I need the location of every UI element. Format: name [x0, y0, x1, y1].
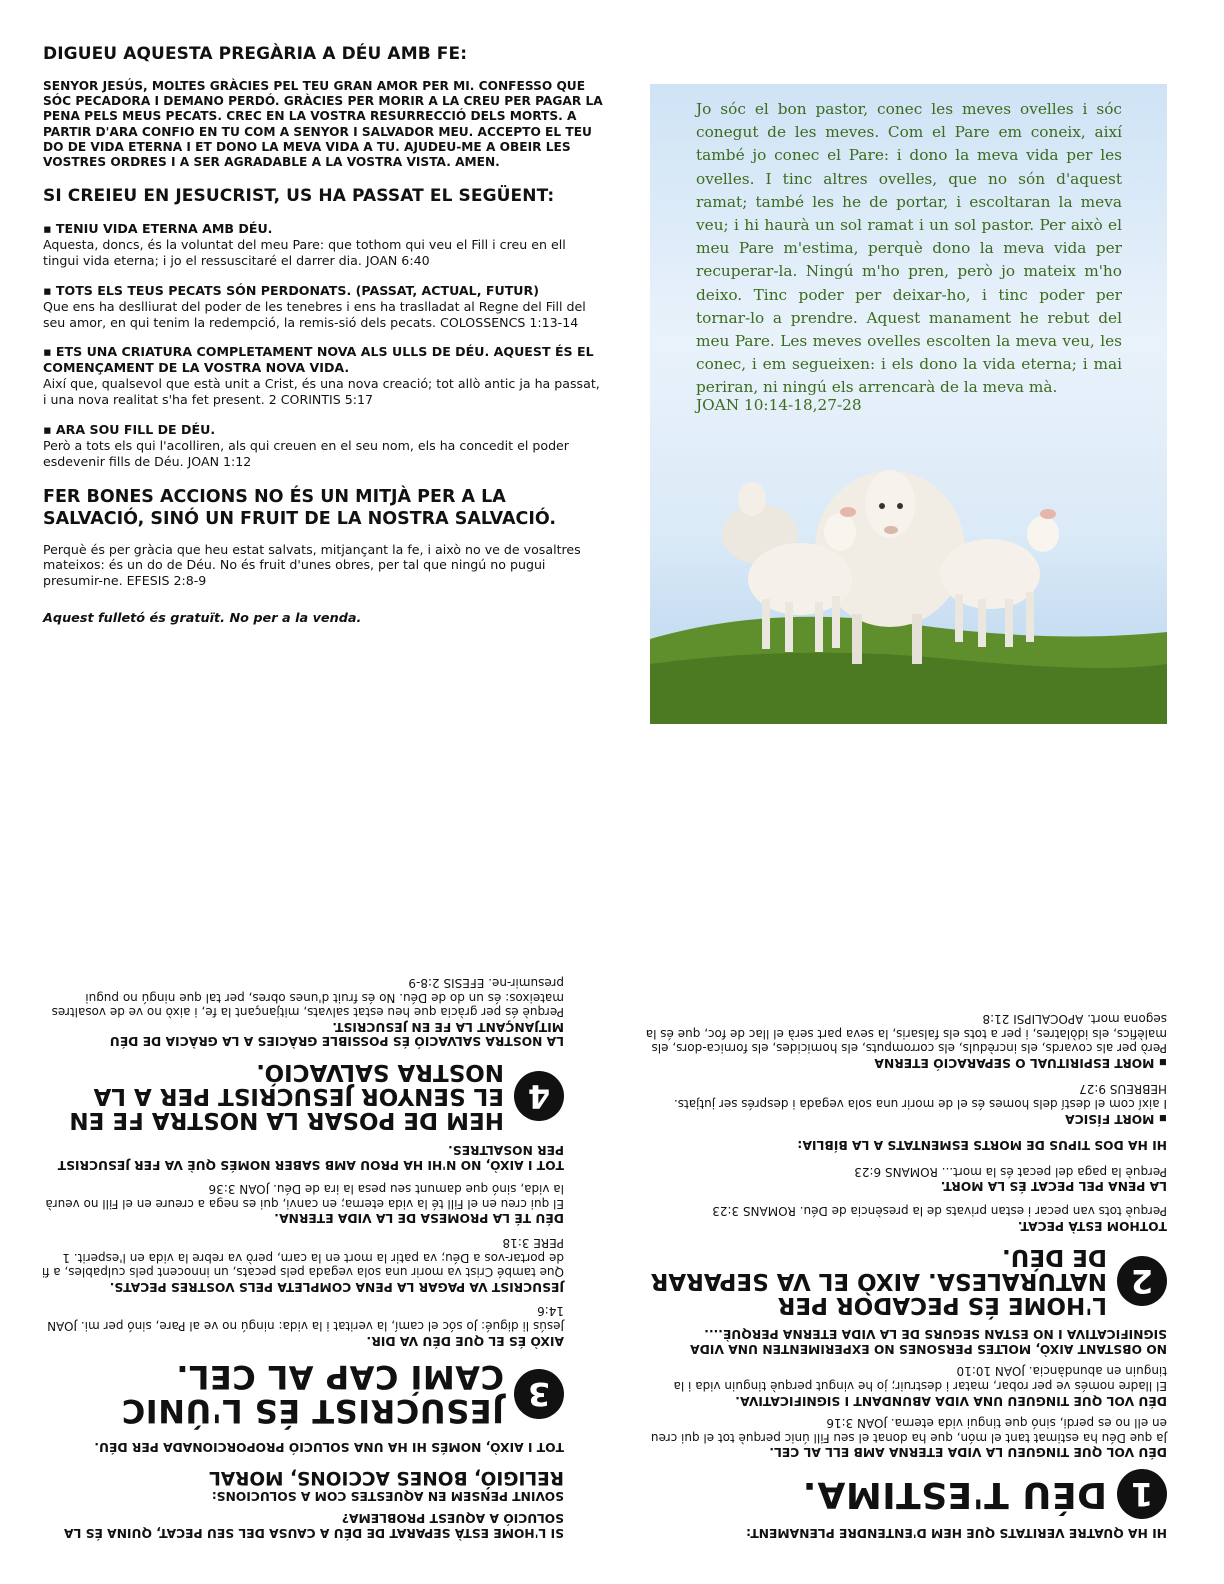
- believe-item-body: Però a tots els qui l'acolliren, als qui creuen en el seu nom, els ha concedit el poder esdevenir fills de Déu. JOAN 1:12: [43, 438, 569, 469]
- point-title: TOT I AIXÒ, NO N'HI HA PROU AMB SABER NOMÉS QUÈ VA FER JESUCRIST PER NOSALTRES.: [57, 1143, 564, 1172]
- believe-item-body: Així que, qualsevol que està unit a Crist, és una nova creació; tot allò antic ja ha passat, i una nova realitat s'ha fet present. 2 CORINTIS 5:17: [43, 376, 600, 408]
- point-body: Ja que Déu ha estimat tant el món, que ha donat el seu Fill únic perquè tot el qui creu en ell no es perdi, sinó que tingui vida eterna. JOAN 3:16: [650, 1416, 1167, 1445]
- believe-item-title: ▪ ETS UNA CRIATURA COMPLETAMENT NOVA ALS ULLS DE DÉU. AQUEST ÉS EL COMENÇAMENT DE LA VOSTRA NOVA VIDA.: [43, 344, 594, 376]
- believe-item-body: Aquesta, doncs, és la voluntat del meu Pare: que tothom qui veu el Fill i creu en ell tingui vida eterna; i jo el ressuscitaré el darrer dia. JOAN 6:40: [43, 237, 566, 269]
- solution-note: TOT I AIXÒ, NOMÉS HI HA UNA SOLUCIÓ PROPORCIONADA PER DÉU.: [94, 1440, 564, 1455]
- step-4-number: 4: [514, 1072, 564, 1122]
- step-4: [36, 1061, 564, 1133]
- point-title: ▪ MORT FÍSICA: [1065, 1111, 1167, 1126]
- point-body: Però per als covards, els incrèduls, els corromputs, els homicides, els fornica-dors, els malèfics, els idòlatres, i per a tots els falsaris, la seva part serà el llac de foc, que és la segona mort. APOCALIPSI 21:8: [645, 1012, 1167, 1056]
- point-body: Perquè és per gràcia que heu estat salvats, mitjançant la fe, i això no ve de vosaltres mateixos: és un do de Déu. No és fruit d'unes obres, per tal que ningú no pugui presumir-ne. EFESIS 2:8-9: [51, 976, 564, 1020]
- point-body: Que també Crist va morir una sola vegada pels pecats, un innocent pels culpables, a fi de portar-vos a Déu; va patir la mort en la carn, però va rebre la vida en l'esperit. 1 PERE 3:18: [41, 1236, 564, 1280]
- point-body: Jesús li digué: Jo sóc el camí, la veritat i la vida: ningú no ve al Pare, sinó per mi. JOAN 14:6: [47, 1304, 564, 1334]
- step-1: [639, 1469, 1167, 1519]
- bottom-rotated-panel: [0, 792, 1224, 1584]
- step-1-title: DÉU T'ESTIMA.: [802, 1474, 1107, 1516]
- point-title: AIXÒ ÉS EL QUE DÉU VA DIR.: [366, 1333, 564, 1348]
- top-left-panel: [43, 44, 603, 639]
- step-3-number: 3: [514, 1369, 564, 1419]
- point-title: NO OBSTANT AIXÒ, MOLTES PERSONES NO EXPERIMENTEN UNA VIDA SIGNIFICATIVA I NO ESTAN SEGURS DE LA VIDA ETERNA PERQUÈ....: [690, 1327, 1167, 1356]
- step-4-title: HEM DE POSAR LA NOSTRA FE EN EL SENYOR JESUCRIST PER A LA NOSTRA SALVACIÓ.: [69, 1059, 504, 1134]
- believe-item: [43, 344, 603, 408]
- believe-item: [43, 221, 603, 269]
- truths-3-4-column: [36, 976, 564, 1540]
- bible-verse-reference: JOAN 10:14-18,27-28: [696, 396, 862, 414]
- prayer-heading: DIGUEU AQUESTA PREGÀRIA A DÉU AMB FE:: [43, 44, 468, 64]
- truths-1-2-column: [639, 1012, 1167, 1540]
- point-body: I així com el destí dels homes és el de morir una sola vegada i després ser jutjats. HEBREUS 9:27: [673, 1082, 1167, 1112]
- sheep-photo: [650, 84, 1167, 724]
- question-sub: SOVINT PENSEM EN AQUESTES COM A SOLUCIONS:: [211, 1488, 564, 1503]
- believe-item-title: ▪ ARA SOU FILL DE DÉU.: [43, 422, 216, 437]
- step-2: [639, 1245, 1167, 1317]
- intro-text: HI HA QUATRE VERITATS QUE HEM D'ENTENDRE PLENAMENT:: [746, 1526, 1167, 1540]
- believe-item: [43, 422, 603, 470]
- prayer-text: SENYOR JESÚS, MOLTES GRÀCIES PEL TEU GRAN AMOR PER MI. CONFESSO QUE SÓC PECADORA I DEMANO PERDÓ. GRÀCIES PER MORIR A LA CREU PER PAGAR LA PENA PELS MEUS PECATS. CREC EN LA VOSTRA RESURRECCIÓ DELS MORTS. A PARTIR D'ARA CONFIO EN TU COM A SENYOR I SALVADOR MEU. ACCEPTO EL TEU DO DE VIDA ETERNA I ET DONO LA MEVA VIDA A TU. AJUDEU-ME A OBEIR LES VOSTRES ORDRES I A SER AGRADABLE A LA VOSTRA VISTA. AMEN.: [43, 79, 603, 170]
- point-title: HI HA DOS TIPUS DE MORTS ESMENTATS A LA BÍBLIA:: [797, 1138, 1167, 1153]
- step-3-title: JESUCRIST ÉS L'ÚNIC CAMÍ CAP AL CEL.: [121, 1357, 504, 1430]
- solutions-list: RELIGIÓ, BONES ACCIONS, MORAL: [209, 1467, 564, 1489]
- believe-heading: SI CREIEU EN JESUCRIST, US HA PASSAT EL SEGÜENT:: [43, 186, 555, 207]
- question-title: SI L'HOME ESTÀ SEPARAT DE DÉU A CAUSA DEL SEU PECAT, QUINA ÉS LA SOLUCIÓ A AQUEST PROBLEMA?: [63, 1511, 564, 1540]
- point-title: TOTHOM ESTÀ PECAT.: [1017, 1218, 1167, 1233]
- free-note: Aquest fulletó és gratuït. No per a la venda.: [43, 610, 362, 626]
- believe-item-title: ▪ TOTS ELS TEUS PECATS SÓN PERDONATS. (PASSAT, ACTUAL, FUTUR): [43, 282, 539, 298]
- point-title: LA PENA PEL PECAT ÉS LA MORT.: [940, 1179, 1167, 1194]
- bible-verse: Jo sóc el bon pastor, conec les meves ovelles i sóc conegut de les meves. Com el Pare em coneix, així també jo conec el Pare: i dono la meva vida per les ovelles. I tinc altres ovelles, que no són d'aquest ramat; també les he de portar, i escoltaran la meva veu; i hi haurà un sol ramat i un sol pastor. Per això el meu Pare m'estima, perquè dono la meva vida per recuperar-la. Ningú m'ho pren, però jo mateix m'ho deixo. Tinc poder per deixar-ho, i tinc poder per tornar-lo a prendre. Aquest manament he rebut del meu Pare. Les meves ovelles escolten la meva veu, les conec, i em segueixen: i els dono la vida eterna; i mai periran, ni ningú els arrencarà de la meva mà.: [696, 100, 1122, 397]
- point-body: Perquè tots van pecar i estan privats de la presència de Déu. ROMANS 3:23: [712, 1204, 1167, 1219]
- point-body: El qui creu en el Fill té la vida eterna; en canvi, qui es nega a creure en el Fill no veurà la vida, sinó que damunt seu pesa la ira de Déu. JOAN 3:36: [45, 1182, 564, 1211]
- believe-item-body: Que ens ha deslliurat del poder de les tenebres i ens ha traslladat al Regne del Fill del seu amor, en qui tenim la redempció, la remis-sió dels pecats. COLOSSENCS 1:13-14: [43, 298, 586, 330]
- works-heading: FER BONES ACCIONS NO ÉS UN MITJÀ PER A LA SALVACIÓ, SINÓ UN FRUIT DE LA NOSTRA SALVACIÓ.: [43, 486, 557, 529]
- point-title: DÉU VOL QUE TINGUEU LA VIDA ETERNA AMB ELL AL CEL.: [769, 1445, 1167, 1460]
- point-body: El lladre només ve per robar, matar i destruir; jo he vingut perquè tinguin vida i la tinguin en abundància. JOAN 10:10: [673, 1364, 1167, 1394]
- step-3: [36, 1357, 564, 1430]
- step-1-number: 1: [1117, 1469, 1167, 1519]
- step-2-title: L'HOME ÉS PECADOR PER NATURALESA. AIXÒ EL VA SEPARAR DE DÉU.: [650, 1243, 1107, 1318]
- point-title: DÉU TÉ LA PROMESA DE LA VIDA ETERNA.: [274, 1211, 564, 1226]
- point-title: JESUCRIST VA PAGAR LA PENA COMPLETA PELS VOSTRES PECATS.: [109, 1279, 564, 1294]
- works-body: Perquè és per gràcia que heu estat salvats, mitjançant la fe, i això no ve de vosaltres mateixos: és un do de Déu. No és fruit d'unes obres, per tal que ningú no pugui presumir-ne. EFESIS 2:8-9: [43, 541, 581, 589]
- point-body: Perquè la paga del pecat és la mort... ROMANS 6:23: [854, 1164, 1167, 1179]
- believe-item-title: ▪ TENIU VIDA ETERNA AMB DÉU.: [43, 221, 273, 237]
- point-title: LA NOSTRA SALVACIÓ ÉS POSSIBLE GRÀCIES A LA GRÀCIA DE DÉU MITJANÇANT LA FE EN JESUCRIST.: [109, 1019, 564, 1049]
- point-title: DÉU VOL QUE TINGUEU UNA VIDA ABUNDANT I SIGNIFICATIVA.: [735, 1393, 1167, 1408]
- point-title: ▪ MORT ESPIRITUAL O SEPARACIÓ ETERNA: [874, 1055, 1167, 1070]
- step-2-number: 2: [1117, 1256, 1167, 1306]
- believe-item: [43, 283, 603, 331]
